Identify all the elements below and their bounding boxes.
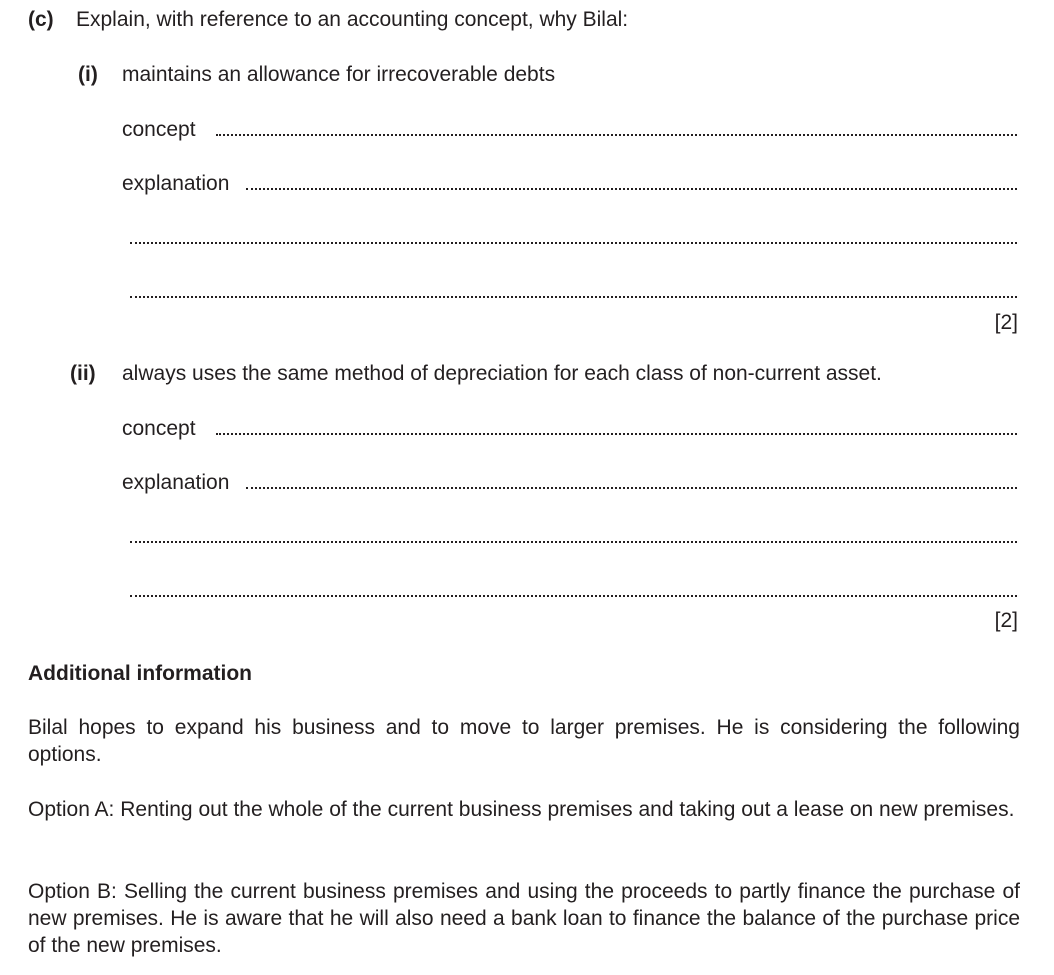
sub-i-question: maintains an allowance for irrecoverable debts [122,63,556,86]
option-a-text: Option A: Renting out the whole of the current business premises and taking out a lease on new premises. [28,798,1015,821]
sub-ii-label: (ii) [70,362,96,385]
option-b-text: Option B: Selling the current business premises and using the proceeds to partly finance the purchase of new premises. He is aware that he will also need a bank loan to finance the balance of the purchase price of the new premises. [28,880,1020,957]
sub-i-concept-answer-line[interactable] [216,134,1017,136]
sub-ii-explanation-label: explanation [122,471,230,494]
sub-i-explanation-answer-line-1[interactable] [246,188,1017,190]
sub-i-explanation-answer-line-2[interactable] [130,242,1017,244]
additional-info-intro: Bilal hopes to expand his business and to move to larger premises. He is considering the following options. [28,716,1020,766]
sub-i-label: (i) [78,63,98,86]
sub-ii-concept-answer-line[interactable] [216,433,1017,435]
sub-ii-question: always uses the same method of depreciation for each class of non-current asset. [122,362,882,385]
part-c-question: Explain, with reference to an accounting concept, why Bilal: [76,8,629,31]
sub-i-marks: [2] [994,311,1018,334]
sub-ii-marks: [2] [994,609,1018,632]
sub-i-concept-label: concept [122,118,196,141]
sub-ii-explanation-answer-line-1[interactable] [246,487,1017,489]
sub-ii-explanation-answer-line-2[interactable] [130,541,1017,543]
sub-ii-concept-label: concept [122,417,196,440]
sub-ii-explanation-answer-line-3[interactable] [130,595,1017,597]
additional-info-heading: Additional information [28,662,252,685]
sub-i-explanation-label: explanation [122,172,230,195]
sub-i-explanation-answer-line-3[interactable] [130,296,1017,298]
part-c-label: (c) [28,8,54,31]
